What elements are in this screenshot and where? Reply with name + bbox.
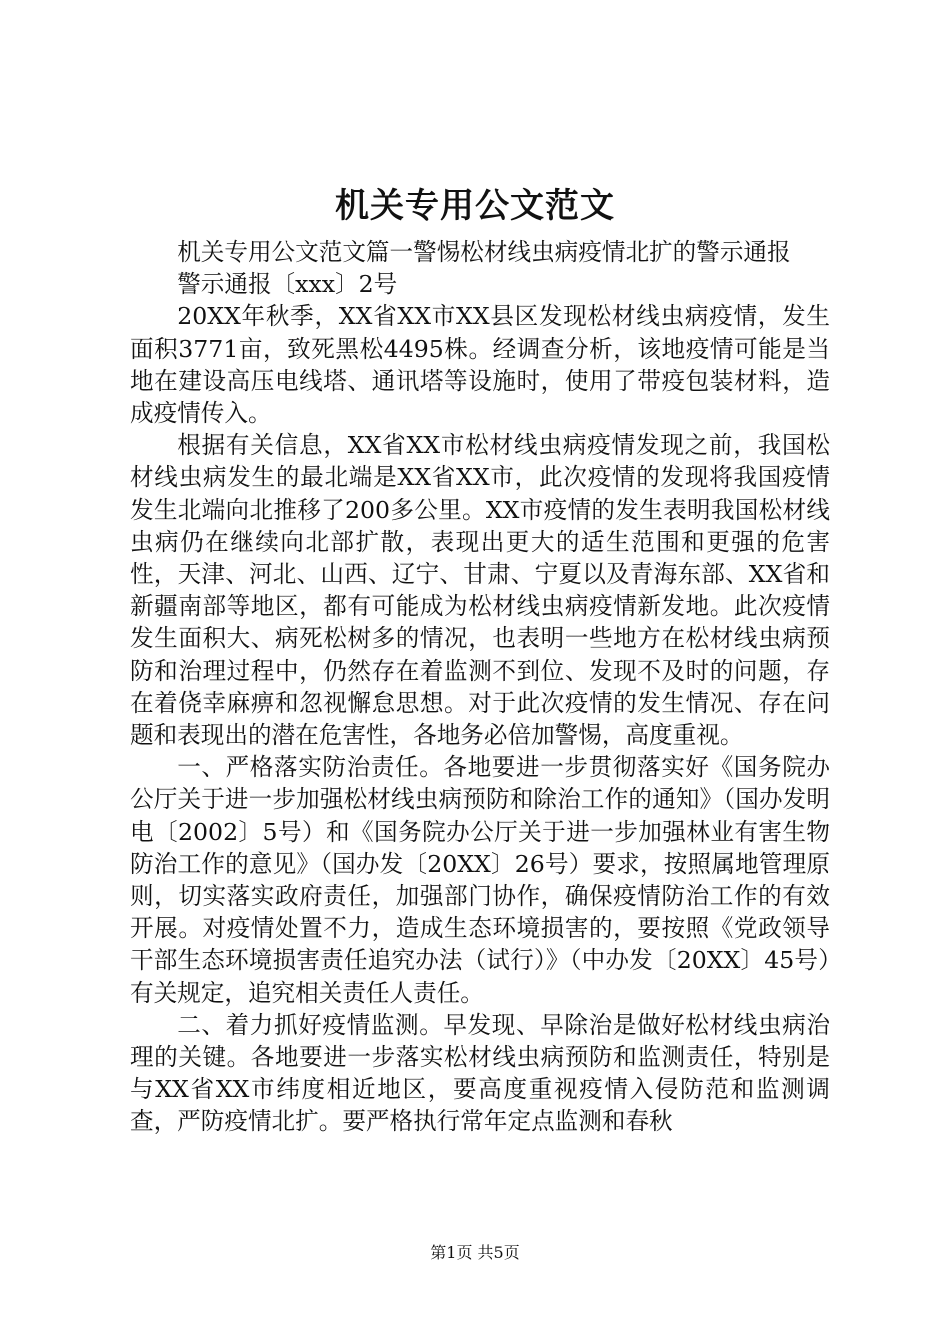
paragraph-notice-number: 警示通报〔xxx〕2号 <box>177 270 398 299</box>
page-number: 第1页 共5页 <box>430 1243 520 1262</box>
paragraph-section-two: 二、着力抓好疫情监测。早发现、早除治是做好松材线虫病治理的关键。各地要进一步落实松材线虫病预防和监测责任，特别是与XX省XX市纬度相近地区，要高度重视疫情入侵防范和监测调查，严防疫情北扩。要严格执行常年定点监测和春秋 <box>130 1010 830 1136</box>
paragraph-background: 根据有关信息，XX省XX市松材线虫病疫情发现之前，我国松材线虫病发生的最北端是XX省XX市，此次疫情的发现将我国疫情发生北端向北推移了200多公里。XX市疫情的发生表明我国松材线虫病仍在继续向北部扩散，表现出更大的适生范围和更强的危害性，天津、河北、山西、辽宁、甘肃、宁夏以及青海东部、XX省和新疆南部等地区，都有可能成为松材线虫病疫情新发地。此次疫情发生面积大、病死松树多的情况，也表明一些地方在松材线虫病预防和治理过程中，仍然存在着监测不到位、发现不及时的问题，存在着侥幸麻痹和忽视懈怠思想。对于此次疫情的发生情况、存在问题和表现出的潜在危害性，各地务必倍加警惕，高度重视。 <box>130 431 830 750</box>
document-body <box>130 236 830 1138</box>
paragraph-section-one: 一、严格落实防治责任。各地要进一步贯彻落实好《国务院办公厅关于进一步加强松材线虫病预防和除治工作的通知》（国办发明电〔2002〕5号）和《国务院办公厅关于进一步加强林业有害生物防治工作的意见》（国办发〔20XX〕26号）要求，按照属地管理原则，切实落实政府责任，加强部门协作，确保疫情防治工作的有效开展。对疫情处置不力，造成生态环境损害的，要按照《党政领导干部生态环境损害责任追究办法（试行）》（中办发〔20XX〕45号）有关规定，追究相关责任人责任。 <box>130 753 830 1007</box>
paragraph-heading: 机关专用公文范文篇一警惕松材线虫病疫情北扩的警示通报 <box>177 238 791 266</box>
document-title: 机关专用公文范文 <box>335 186 615 226</box>
paragraph-outbreak: 20XX年秋季，XX省XX市XX县区发现松材线虫病疫情，发生面积3771亩，致死黑松4495株。经调查分析，该地疫情可能是当地在建设高压电线塔、通讯塔等设施时，使用了带疫包装材料，造成疫情传入。 <box>130 302 830 428</box>
